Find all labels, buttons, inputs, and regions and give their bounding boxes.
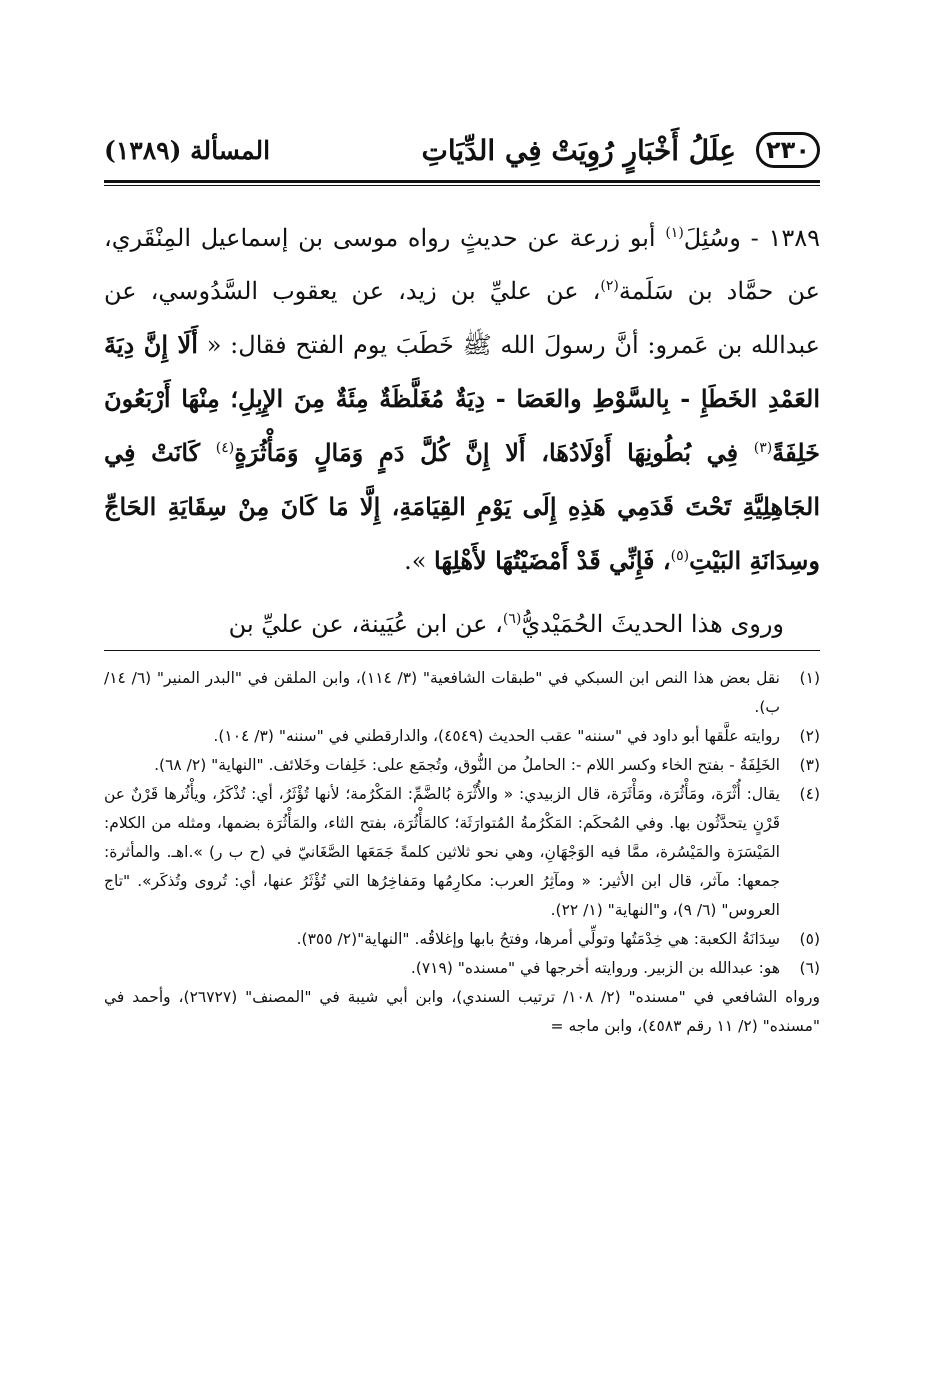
text-segment: أبو زرعة عن حديثٍ رواه موسى بن إسماعيل المِنْقَري، عن حمَّاد بن سَلَمة [104,224,820,305]
running-header [104,132,820,180]
footnote-number: (٦) [799,959,820,977]
footnote [104,954,820,983]
footnote-number: (٣) [799,756,820,774]
main-text [104,212,820,651]
hadith-text: أَلَا إِنَّ دِيَةَ العَمْدِ الخَطَإِ - بِالسَّوْطِ والعَصَا - دِيَةٌ مُغَلَّظَةٌ مِئَةٌ مِنَ الإِبِلِ؛ مِنْهَا أَرْبَعُونَ خَلِفَةً [104,330,820,467]
footnote-ref-1: (١) [665,225,684,241]
footnote-ref-6: (٦) [502,611,522,627]
footnote-text: روايته علَّقها أبو داود في "سننه" عقب الحديث (٤٥٤٩)، والدارقطني في "سننه" (٣/ ١٠٤). [213,727,780,745]
footnote-separator [104,650,820,651]
footnote-number: (٥) [799,930,820,948]
footnote-continuation: ورواه الشافعي في "مسنده" (٢/ ١٠٨/ ترتيب السندي)، وابن أبي شيبة في "المصنف" (٢٦٧٢٧)، وأحمد في "مسنده" (٢/ ١١ رقم ٤٥٨٣)، وابن ماجه = [104,988,820,1035]
footnote [104,722,820,751]
footnote-ref-5: (٥) [670,548,690,564]
footnote-ref-4: (٤) [215,440,235,456]
footnote [104,751,820,780]
issue-label: المسألة (١٣٨٩) [104,136,271,165]
header-rule-thin [104,185,820,186]
paragraph-1 [104,212,820,588]
issue-intro: ١٣٨٩ - وسُئِلَ [683,224,821,252]
footnote-text: يقال: أُثْرَة، ومَأْثُرَة، ومَأْثَرَة، قال الزبيدي: « والأُثْرَة بُالضَّمِّ: المَكْرُمة؛ لأنها تُؤْثَرُ، أي: تُذْكَرُ، ويأْثُرها قَرْنٌ عن قَرْنٍ يتحدَّثُون بها. وفي المُحكَم: المَكْرُمةُ المُتوارَثَة؛ كالمَأْثُرَة، بفتح الثاء، والمَأْثُرَة بضمها، ومثله من الكلام: المَيْسَرَة والمَيْسُرة، ممَّا فيه الوَجْهَانِ، وهي نحو ثلاثين كلمةً جَمَعَها الصَّغَانيّ في (ح ب ر) ».اهـ. والمأثرة: جمعها: مآثر، قال ابن الأثير: « ومآثِرُ العرب: مكارِمُها ومَفاخِرُها التي تُؤْثَرُ عنها، أي: تُروى وتُذكَر». "تاج العروس" (٦/ ٩)، و"النهاية" (١/ ٢٢). [104,785,780,919]
footnote-number: (٢) [799,727,820,745]
hadith-text: فِي بُطُونِهَا أَوْلَادُهَا، أَلا إِنَّ كُلَّ دَمٍ وَمَالٍ وَمَأْثُرَةٍ [234,438,754,467]
page-number: ٢٣٠ [756,132,820,168]
footnotes [104,664,820,1041]
footnote-text: هو: عبدالله بن الزبير. وروايته أخرجها في "مسنده" (٧١٩). [410,959,780,977]
footnote-text: الخَلِفَةُ - بفتح الخاء وكسر اللام -: الحاملُ من النُّوق، وتُجمَع على: خَلِفات وخَلائف. "النهاية" (٢/ ٦٨). [154,756,780,774]
book-title: عِلَلُ أَخْبَارٍ رُوِيَتْ فِي الدِّيَاتِ [421,134,736,167]
footnote-ref-2: (٢) [600,278,619,294]
footnote-text: سِدَانَةُ الكعبة: هي خِدْمَتُها وتولِّي أمرها، وفتحُ بابها وإغلاقُه. "النهاية"(٢/ ٣٥٥). [296,930,780,948]
footnote-number: (٤) [799,785,820,803]
footnote-ref-3: (٣) [753,440,773,456]
text-segment: ، عن عليِّ بن زيد، عن يعقوب السَّدُوسي، عن عبدالله بن عَمرو: أنَّ رسولَ الله ﷺ خَطَبَ يوم الفتح فقال: « [104,277,821,359]
header-rule [104,180,820,183]
footnote-text: نقل بعض هذا النص ابن السبكي في "طبقات الشافعية" (٣/ ١١٤)، وابن الملقن في "البدر المنير" (٦/ ١٤/ ب). [104,669,781,716]
text-segment: وروى هذا الحديثَ الحُمَيْديُّ [521,610,784,638]
footnote [104,780,820,925]
text-segment: ، عن ابن عُيَينة، عن عليِّ بن [228,610,503,638]
footnote [104,664,820,722]
footnote [104,925,820,954]
hadith-text: ، فَإِنِّي قَدْ أَمْضَيْتُهَا لأَهْلِهَا [434,546,671,575]
quote-close: ». [404,547,435,575]
footnote-number: (١) [799,669,820,687]
hadith-text: كَانَتْ فِي الجَاهِلِيَّةِ تَحْتَ قَدَمِي هَذِهِ إِلَى يَوْمِ القِيَامَةِ، إِلَّا مَا كَانَ مِنْ سِقَايَةِ الحَاجِّ وسِدَانَةِ البَيْتِ [104,438,820,575]
paragraph-2 [104,598,820,651]
